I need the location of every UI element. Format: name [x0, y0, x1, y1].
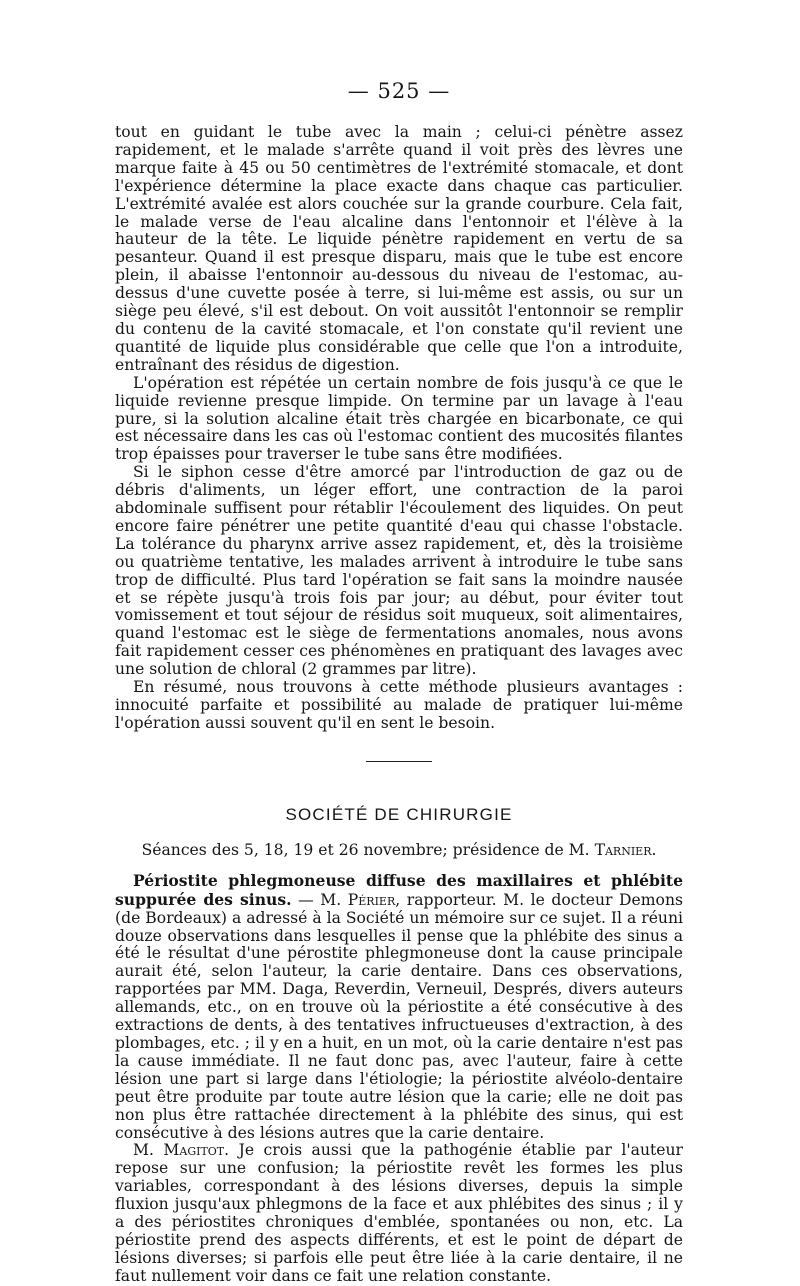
- magitot-prefix: M.: [133, 1141, 164, 1160]
- magitot-name: Magitot: [163, 1141, 225, 1160]
- paragraph-resume: En résumé, nous trouvons à cette méthode plusieurs avantages : innocuité parfaite et possibilité au malade de pratiquer lui-même l'opération aussi souvent qu'il en sent le besoin.: [115, 678, 683, 732]
- article-dash: — M.: [291, 890, 348, 909]
- page-number: — 525 —: [347, 79, 451, 103]
- article-body: , rapporteur. M. le docteur Demons (de Bordeaux) a adressé à la Société un mémoire sur ce sujet. Il a réuni douze observations dans lesquelles il pense que la phlébite des sinus a été le résultat d'une pérostite phlegmoneuse dont la cause principale aurait été, selon l'auteur, la carie dentaire. Dans ces observations, rapportées par MM. Daga, Reverdin, Verneuil, Després, divers auteurs allemands, etc., on en trouve où la périostite a été consécutive à des extractions de dents, à des tentatives infructueuses d'extraction, à des plombages, etc. ; il y en a huit, en un mot, où la carie dentaire n'est pas la cause immédiate. Il ne faut donc pas, avec l'auteur, faire à cette lésion une part si large dans l'étiologie; la périostite alvéolo-dentaire peut être produite par toute autre lésion que la carie; elle ne doit pas non plus être rattachée directement à la phlébite des sinus, qui est consécutive à des lésions autres que la carie dentaire.: [115, 890, 683, 1142]
- section-title: SOCIÉTÉ DE CHIRURGIE: [285, 804, 513, 824]
- paragraph-periostite: [115, 872, 683, 1143]
- paragraph-magitot: [115, 1142, 683, 1285]
- paragraph-lavage-intro: tout en guidant le tube avec la main ; celui-ci pénètre assez rapidement, et le malade s'arrête quand il voit près des lèvres une marque faite à 45 ou 50 centimètres de l'extrémité stomacale, et dont l'expérience détermine la place exacte dans chaque cas particulier. L'extrémité avalée est alors couchée sur la grande courbure. Cela fait, le malade verse de l'eau alcaline dans l'entonnoir et l'élève à la hauteur de la tête. Le liquide pénètre rapidement en vertu de sa pesanteur. Quand il est presque disparu, mais que le tube est encore plein, il abaisse l'entonnoir au-dessous du niveau de l'estomac, au-dessus d'une cuvette posée à terre, si lui-même est assis, ou sur un siège peu élevé, s'il est debout. On voit aussitôt l'entonnoir se remplir du contenu de la cavité stomacale, et l'on constate qu'il revient une quantité de liquide plus considérable que celle que l'on a introduite, entraînant des résidus de digestion.: [115, 123, 683, 374]
- paragraph-operation-repeat: L'opération est répétée un certain nombre de fois jusqu'à ce que le liquide revienne presque limpide. On termine par un lavage à l'eau pure, si la solution alcaline était très chargée en bicarbonate, ce qui est nécessaire dans les cas où l'estomac contient des mucosités filantes trop épaisses pour traverser le tube sans être modifiées.: [115, 373, 683, 464]
- session-president: Tarnier.: [594, 840, 657, 859]
- section-divider: [366, 761, 432, 762]
- magitot-body: . Je crois aussi que la pathogénie établie par l'auteur repose sur une confusion; la périostite revêt les formes les plus variables, correspondant à des lésions diverses, depuis la simple fluxion jusqu'aux phlegmons de la face et aux phlébites des sinus ; il y a des périostites chroniques d'emblée, spontanées ou non, etc. La périostite prend des aspects différents, et est le point de départ de lésions diverses; si parfois elle peut être liée à la carie dentaire, il ne faut nullement voir dans ce fait une relation constante.: [115, 1141, 683, 1285]
- session-line: [115, 840, 683, 860]
- rapporteur-name: Périer: [347, 890, 396, 909]
- paragraph-siphon: Si le siphon cesse d'être amorcé par l'introduction de gaz ou de débris d'aliments, un léger effort, une contraction de la paroi abdominale suffisent pour rétablir l'écoulement des liquides. On peut encore faire pénétrer une petite quantité d'eau qui chasse l'obstacle. La tolérance du pharynx arrive assez rapidement, et, dès la troisième ou quatrième tentative, les malades arrivent à introduire le tube sans trop de difficulté. Plus tard l'opération se fait sans la moindre nausée et se répète jusqu'à trois fois par jour; au début, pour éviter tout vomissement et tout séjour de résidus soit muqueux, soit alimentaires, quand l'estomac est le siège de fermentations anomales, nous avons fait rapidement cesser ces phénomènes en pratiquant des lavages avec une solution de chloral (2 grammes par litre).: [115, 463, 683, 679]
- article-heading: Périostite phlegmoneuse diffuse des maxillaires et phlébite suppurée des sinus.: [115, 870, 683, 909]
- document-page: [115, 78, 683, 1286]
- session-text: Séances des 5, 18, 19 et 26 novembre; présidence de M.: [141, 840, 595, 859]
